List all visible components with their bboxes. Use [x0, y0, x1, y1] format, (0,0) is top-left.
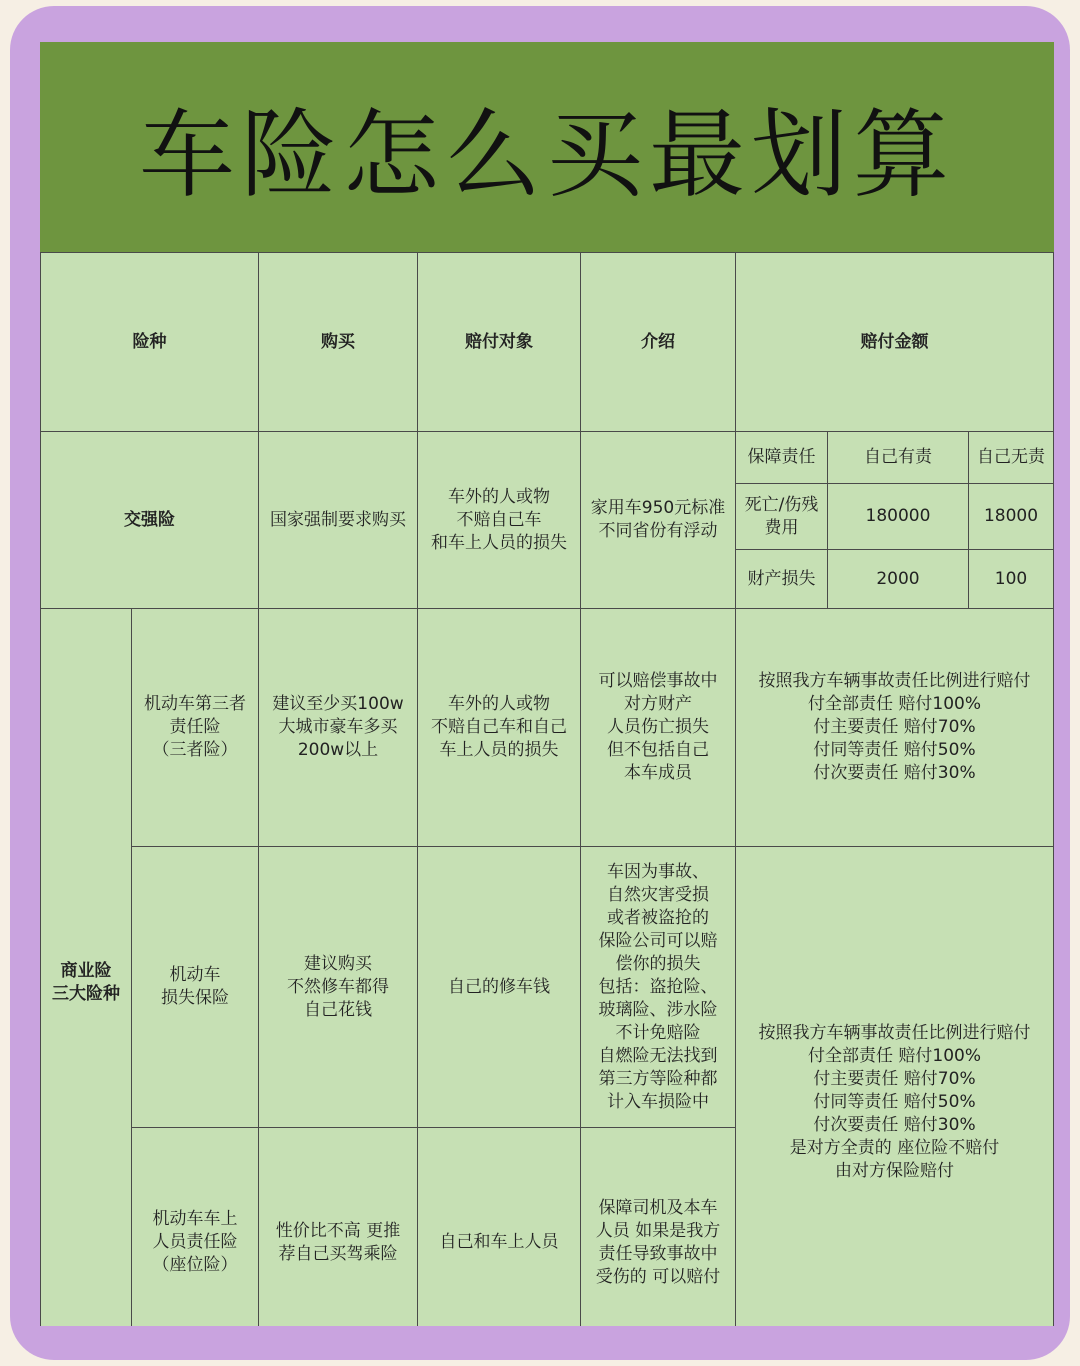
commercial-label: 商业险 三大险种	[41, 609, 132, 1327]
third-party-name: 机动车第三者 责任险 （三者险）	[132, 609, 259, 847]
page-title: 车险怎么买最划算	[139, 98, 955, 211]
jqx-property-not-liable: 100	[969, 550, 1054, 609]
third-party-target: 车外的人或物 不赔自己车和自己 车上人员的损失	[418, 609, 581, 847]
third-party-amount: 按照我方车辆事故责任比例进行赔付 付全部责任 赔付100% 付主要责任 赔付70% 付同等责任 赔付50% 付次要责任 赔付30%	[736, 609, 1054, 847]
jqx-property-label: 财产损失	[736, 550, 828, 609]
jqx-row-1	[41, 432, 1054, 484]
seat-intro: 保障司机及本车 人员 如果是我方 责任导致事故中 受伤的 可以赔付	[581, 1128, 736, 1327]
jqx-intro: 家用车950元标准 不同省份有浮动	[581, 432, 736, 609]
commercial-row-vehicle-damage	[41, 847, 1054, 1128]
shared-amount: 按照我方车辆事故责任比例进行赔付 付全部责任 赔付100% 付主要责任 赔付70% 付同等责任 赔付50% 付次要责任 赔付30% 是对方全责的 座位险不赔付 由对方保险赔付	[736, 847, 1054, 1327]
jqx-subheader-not-liable: 自己无责	[969, 432, 1054, 484]
header-row	[41, 253, 1054, 432]
jqx-subheader-coverage: 保障责任	[736, 432, 828, 484]
jqx-subheader-liable: 自己有责	[828, 432, 969, 484]
jqx-property-liable: 2000	[828, 550, 969, 609]
vehicle-damage-intro: 车因为事故、 自然灾害受损 或者被盗抢的 保险公司可以赔 偿你的损失 包括：盗抢险、 玻璃险、涉水险 不计免赔险 自燃险无法找到 第三方等险种都 计入车损险中	[581, 847, 736, 1128]
seat-name: 机动车车上 人员责任险 （座位险）	[132, 1128, 259, 1327]
title-band	[40, 42, 1054, 253]
vehicle-damage-purchase: 建议购买 不然修车都得 自己花钱	[259, 847, 418, 1128]
header-intro: 介绍	[581, 253, 736, 432]
commercial-row-third-party	[41, 609, 1054, 847]
insurance-table	[40, 252, 1054, 1326]
header-purchase: 购买	[259, 253, 418, 432]
header-type: 险种	[41, 253, 259, 432]
seat-target: 自己和车上人员	[418, 1128, 581, 1327]
header-amount: 赔付金额	[736, 253, 1054, 432]
vehicle-damage-target: 自己的修车钱	[418, 847, 581, 1128]
vehicle-damage-name: 机动车 损失保险	[132, 847, 259, 1128]
seat-purchase: 性价比不高 更推 荐自己买驾乘险	[259, 1128, 418, 1327]
jqx-name: 交强险	[41, 432, 259, 609]
jqx-death-not-liable: 18000	[969, 484, 1054, 550]
jqx-target: 车外的人或物 不赔自己车 和车上人员的损失	[418, 432, 581, 609]
third-party-intro: 可以赔偿事故中 对方财产 人员伤亡损失 但不包括自己 本车成员	[581, 609, 736, 847]
jqx-death-liable: 180000	[828, 484, 969, 550]
jqx-purchase: 国家强制要求购买	[259, 432, 418, 609]
jqx-death-label: 死亡/伤残 费用	[736, 484, 828, 550]
insurance-sheet	[40, 42, 1054, 1326]
third-party-purchase: 建议至少买100w 大城市豪车多买 200w以上	[259, 609, 418, 847]
header-target: 赔付对象	[418, 253, 581, 432]
